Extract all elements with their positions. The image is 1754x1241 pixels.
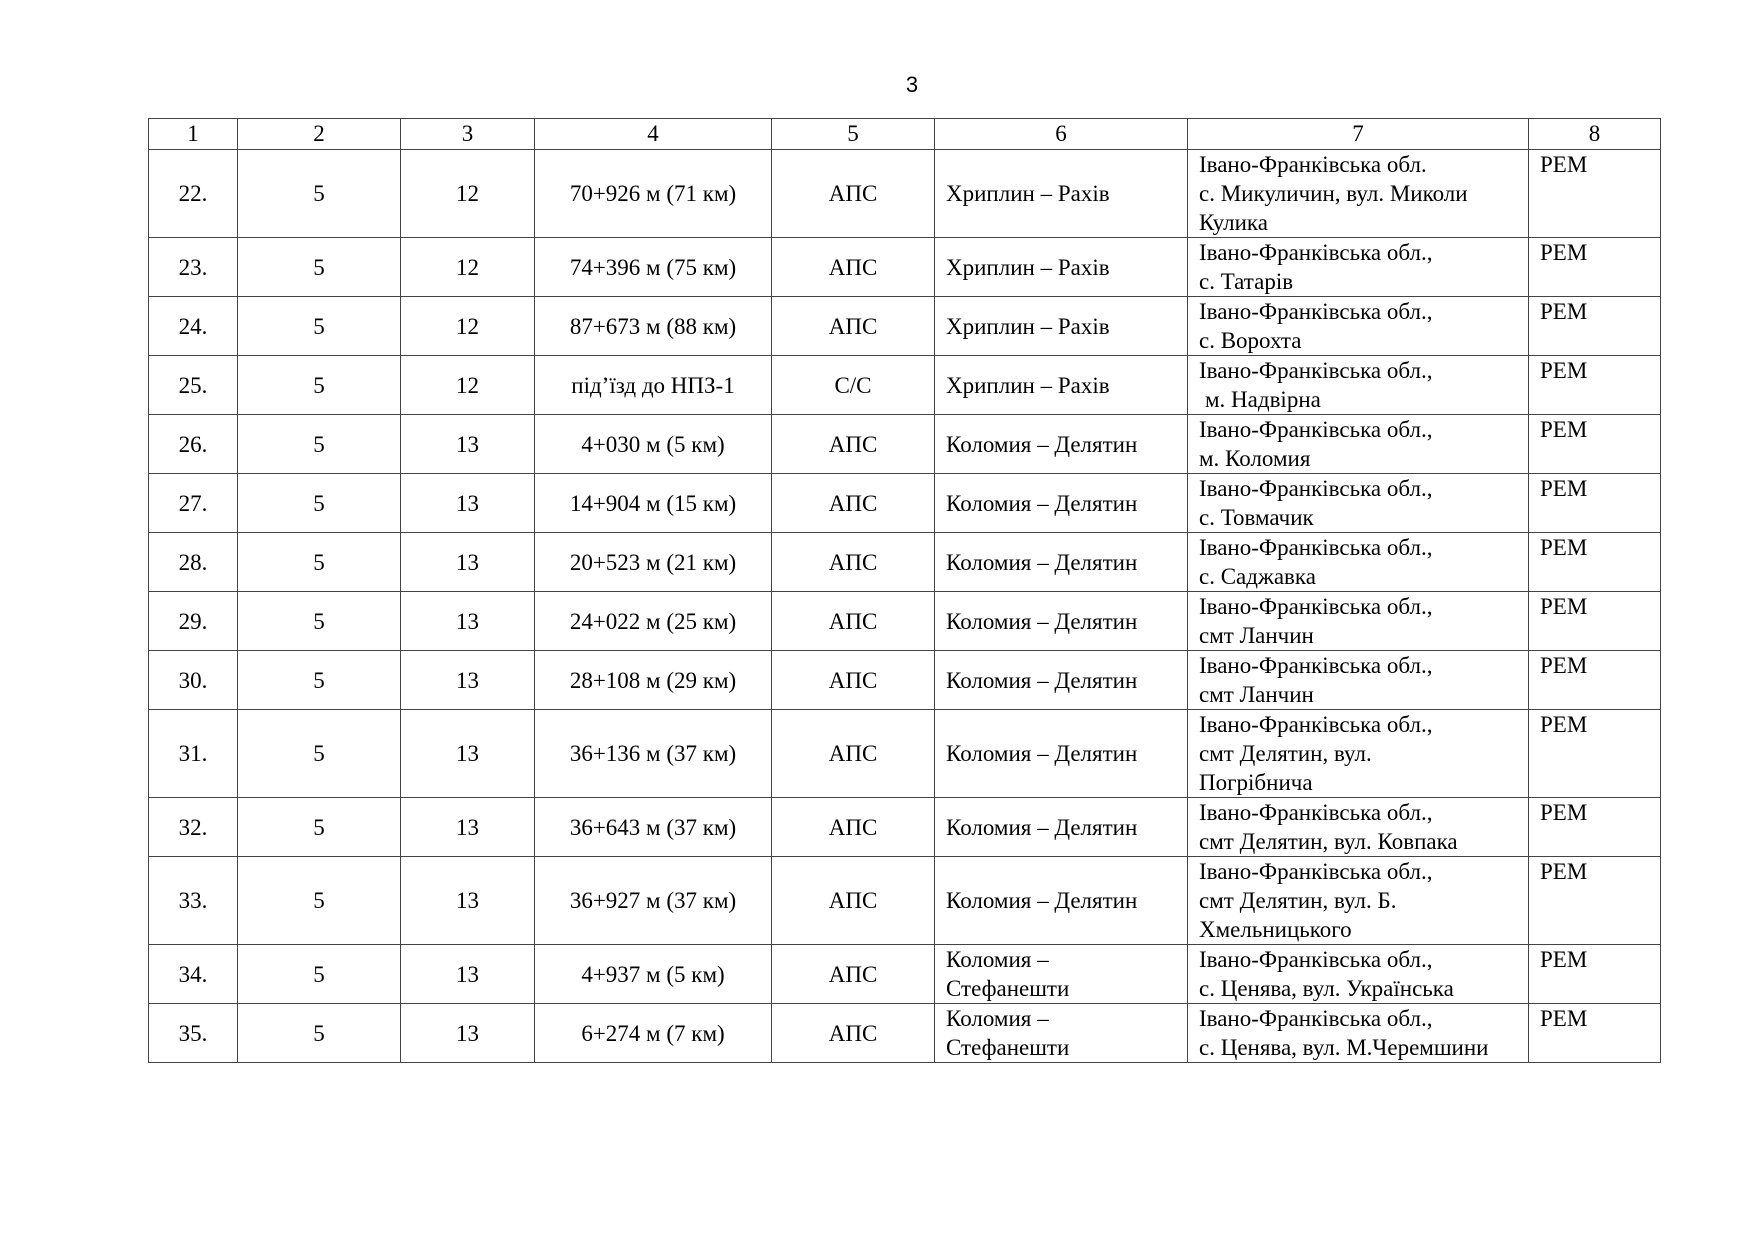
type-cell: АПС	[772, 238, 935, 297]
column-header: 4	[535, 119, 772, 150]
column-2-cell: 5	[238, 297, 401, 356]
column-2-cell: 5	[238, 651, 401, 710]
route-cell: Хриплин – Рахів	[935, 297, 1188, 356]
kilometer-cell: 74+396 м (75 км)	[535, 238, 772, 297]
column-2-cell: 5	[238, 1004, 401, 1063]
responsible-cell: РЕМ	[1529, 592, 1661, 651]
row-number-cell: 24.	[149, 297, 238, 356]
responsible-cell: РЕМ	[1529, 857, 1661, 945]
kilometer-cell: 87+673 м (88 км)	[535, 297, 772, 356]
kilometer-cell: 24+022 м (25 км)	[535, 592, 772, 651]
route-cell: Коломия – Делятин	[935, 651, 1188, 710]
address-line: Івано-Франківська обл.,	[1199, 594, 1433, 619]
route-line: Коломия –	[946, 1006, 1049, 1031]
address-cell	[1188, 592, 1529, 651]
column-3-cell: 13	[401, 415, 535, 474]
column-2-cell: 5	[238, 592, 401, 651]
route-line: Стефанешти	[946, 1035, 1070, 1060]
row-number-cell: 27.	[149, 474, 238, 533]
address-line: смт Делятин, вул. Б.	[1199, 888, 1397, 913]
kilometer-cell: 4+030 м (5 км)	[535, 415, 772, 474]
responsible-cell: РЕМ	[1529, 651, 1661, 710]
type-cell: АПС	[772, 474, 935, 533]
table-body	[149, 150, 1661, 1063]
address-line: Івано-Франківська обл.,	[1199, 299, 1433, 324]
table-row	[149, 356, 1661, 415]
row-number-cell: 34.	[149, 945, 238, 1004]
column-3-cell: 13	[401, 945, 535, 1004]
responsible-cell: РЕМ	[1529, 150, 1661, 238]
type-cell: АПС	[772, 857, 935, 945]
address-line: Івано-Франківська обл.,	[1199, 712, 1433, 737]
address-line: смт Делятин, вул. Ковпака	[1199, 829, 1458, 854]
address-line: с. Микуличин, вул. Миколи	[1199, 181, 1468, 206]
route-cell: Коломия – Делятин	[935, 474, 1188, 533]
kilometer-cell: 36+927 м (37 км)	[535, 857, 772, 945]
route-line: Стефанешти	[946, 976, 1070, 1001]
row-number-cell: 35.	[149, 1004, 238, 1063]
address-line: Івано-Франківська обл.,	[1199, 947, 1433, 972]
address-line: Івано-Франківська обл.,	[1199, 800, 1433, 825]
table-row	[149, 297, 1661, 356]
table-row	[149, 474, 1661, 533]
table-row	[149, 1004, 1661, 1063]
kilometer-cell: 14+904 м (15 км)	[535, 474, 772, 533]
column-3-cell: 12	[401, 238, 535, 297]
row-number-cell: 22.	[149, 150, 238, 238]
column-3-cell: 13	[401, 474, 535, 533]
column-3-cell: 13	[401, 798, 535, 857]
responsible-cell: РЕМ	[1529, 238, 1661, 297]
column-2-cell: 5	[238, 415, 401, 474]
address-line: Хмельницького	[1199, 917, 1352, 942]
column-header: 1	[149, 119, 238, 150]
table-row	[149, 945, 1661, 1004]
table-row	[149, 651, 1661, 710]
table-row	[149, 592, 1661, 651]
responsible-cell: РЕМ	[1529, 710, 1661, 798]
address-cell	[1188, 945, 1529, 1004]
address-line: с. Саджавка	[1199, 564, 1316, 589]
kilometer-cell: 28+108 м (29 км)	[535, 651, 772, 710]
row-number-cell: 29.	[149, 592, 238, 651]
route-cell: Коломия – Делятин	[935, 710, 1188, 798]
column-2-cell: 5	[238, 857, 401, 945]
kilometer-cell: 36+136 м (37 км)	[535, 710, 772, 798]
address-line: смт Ланчин	[1199, 623, 1314, 648]
table-row	[149, 415, 1661, 474]
type-cell: АПС	[772, 415, 935, 474]
address-line: Івано-Франківська обл.,	[1199, 653, 1433, 678]
column-3-cell: 12	[401, 297, 535, 356]
row-number-cell: 26.	[149, 415, 238, 474]
address-cell	[1188, 297, 1529, 356]
column-header: 3	[401, 119, 535, 150]
address-cell	[1188, 356, 1529, 415]
type-cell: АПС	[772, 710, 935, 798]
address-line: Івано-Франківська обл.,	[1199, 358, 1433, 383]
column-3-cell: 13	[401, 533, 535, 592]
column-3-cell: 13	[401, 710, 535, 798]
table-row	[149, 710, 1661, 798]
address-line: с. Ценява, вул. М.Черемшини	[1199, 1035, 1489, 1060]
data-table	[148, 118, 1661, 1063]
address-line: Івано-Франківська обл.,	[1199, 1006, 1433, 1031]
kilometer-cell: 70+926 м (71 км)	[535, 150, 772, 238]
address-line: Івано-Франківська обл.,	[1199, 476, 1433, 501]
address-line: Кулика	[1199, 210, 1268, 235]
kilometer-cell: 20+523 м (21 км)	[535, 533, 772, 592]
table-row	[149, 798, 1661, 857]
row-number-cell: 30.	[149, 651, 238, 710]
row-number-cell: 23.	[149, 238, 238, 297]
route-cell: Коломия – Делятин	[935, 857, 1188, 945]
column-2-cell: 5	[238, 238, 401, 297]
kilometer-cell: 6+274 м (7 км)	[535, 1004, 772, 1063]
column-header: 8	[1529, 119, 1661, 150]
address-line: Івано-Франківська обл.,	[1199, 535, 1433, 560]
kilometer-cell: 4+937 м (5 км)	[535, 945, 772, 1004]
responsible-cell: РЕМ	[1529, 356, 1661, 415]
route-cell: Коломия – Делятин	[935, 533, 1188, 592]
row-number-cell: 31.	[149, 710, 238, 798]
responsible-cell: РЕМ	[1529, 945, 1661, 1004]
address-line: смт Ланчин	[1199, 682, 1314, 707]
address-cell	[1188, 857, 1529, 945]
column-3-cell: 13	[401, 1004, 535, 1063]
column-2-cell: 5	[238, 798, 401, 857]
column-3-cell: 13	[401, 857, 535, 945]
column-2-cell: 5	[238, 710, 401, 798]
column-2-cell: 5	[238, 474, 401, 533]
address-cell	[1188, 798, 1529, 857]
route-cell: Хриплин – Рахів	[935, 238, 1188, 297]
type-cell: АПС	[772, 150, 935, 238]
address-line: с. Ворохта	[1199, 328, 1302, 353]
address-cell	[1188, 474, 1529, 533]
type-cell: АПС	[772, 798, 935, 857]
responsible-cell: РЕМ	[1529, 474, 1661, 533]
type-cell: С/С	[772, 356, 935, 415]
column-header: 7	[1188, 119, 1529, 150]
table-row	[149, 533, 1661, 592]
header-row	[149, 119, 1661, 150]
table-row	[149, 150, 1661, 238]
column-header: 6	[935, 119, 1188, 150]
address-cell	[1188, 238, 1529, 297]
type-cell: АПС	[772, 945, 935, 1004]
route-cell: Коломия – Делятин	[935, 798, 1188, 857]
address-line: Івано-Франківська обл.,	[1199, 240, 1433, 265]
responsible-cell: РЕМ	[1529, 1004, 1661, 1063]
route-cell: Хриплин – Рахів	[935, 150, 1188, 238]
responsible-cell: РЕМ	[1529, 297, 1661, 356]
column-2-cell: 5	[238, 945, 401, 1004]
address-line: с. Ценява, вул. Українська	[1199, 976, 1454, 1001]
type-cell: АПС	[772, 533, 935, 592]
page-number: 3	[905, 72, 919, 97]
address-line: м. Надвірна	[1205, 387, 1321, 412]
row-number-cell: 25.	[149, 356, 238, 415]
responsible-cell: РЕМ	[1529, 415, 1661, 474]
route-cell	[935, 1004, 1188, 1063]
address-cell	[1188, 651, 1529, 710]
column-3-cell: 13	[401, 592, 535, 651]
address-cell	[1188, 150, 1529, 238]
address-line: смт Делятин, вул.	[1199, 741, 1372, 766]
kilometer-cell: 36+643 м (37 км)	[535, 798, 772, 857]
responsible-cell: РЕМ	[1529, 798, 1661, 857]
address-line: Івано-Франківська обл.	[1199, 152, 1427, 177]
address-line: с. Товмачик	[1199, 505, 1314, 530]
column-header: 2	[238, 119, 401, 150]
column-2-cell: 5	[238, 356, 401, 415]
address-cell	[1188, 533, 1529, 592]
route-cell: Хриплин – Рахів	[935, 356, 1188, 415]
address-line: Івано-Франківська обл.,	[1199, 859, 1433, 884]
route-cell: Коломия – Делятин	[935, 415, 1188, 474]
type-cell: АПС	[772, 1004, 935, 1063]
table-header	[149, 119, 1661, 150]
column-header: 5	[772, 119, 935, 150]
type-cell: АПС	[772, 651, 935, 710]
column-3-cell: 13	[401, 651, 535, 710]
address-line: Івано-Франківська обл.,	[1199, 417, 1433, 442]
row-number-cell: 32.	[149, 798, 238, 857]
address-cell	[1188, 1004, 1529, 1063]
address-line: Погрібнича	[1199, 770, 1313, 795]
column-2-cell: 5	[238, 533, 401, 592]
table-row	[149, 238, 1661, 297]
address-line: м. Коломия	[1199, 446, 1311, 471]
table-row	[149, 857, 1661, 945]
column-3-cell: 12	[401, 356, 535, 415]
row-number-cell: 28.	[149, 533, 238, 592]
column-3-cell: 12	[401, 150, 535, 238]
address-cell	[1188, 415, 1529, 474]
kilometer-cell: під’їзд до НПЗ-1	[535, 356, 772, 415]
route-cell	[935, 945, 1188, 1004]
column-2-cell: 5	[238, 150, 401, 238]
address-line: с. Татарів	[1199, 269, 1294, 294]
route-cell: Коломия – Делятин	[935, 592, 1188, 651]
type-cell: АПС	[772, 297, 935, 356]
route-line: Коломия –	[946, 947, 1049, 972]
type-cell: АПС	[772, 592, 935, 651]
address-cell	[1188, 710, 1529, 798]
row-number-cell: 33.	[149, 857, 238, 945]
responsible-cell: РЕМ	[1529, 533, 1661, 592]
